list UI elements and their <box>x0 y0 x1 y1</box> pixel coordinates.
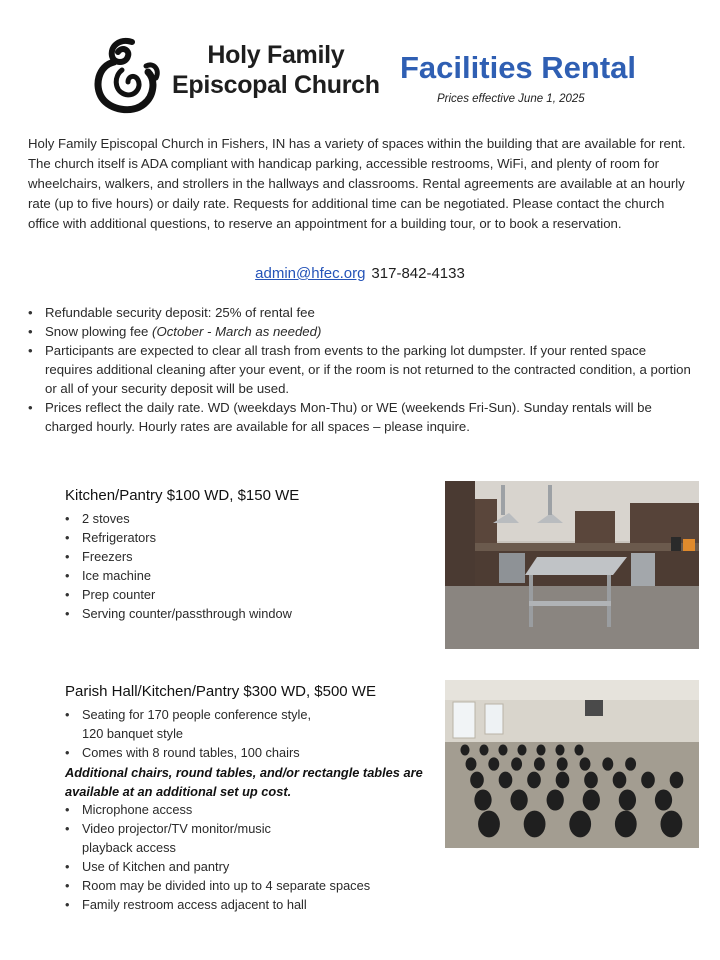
seating-line2: 120 banquet style <box>82 726 184 741</box>
contact-line <box>0 265 720 282</box>
church-name-line1: Holy Family <box>207 41 345 69</box>
policy-item <box>45 322 693 341</box>
policy-item: • Prices reflect the daily rate. WD (weekdays Mon-Thu) or WE (weekends Fri-Sun). Sunday rentals will be charged hourly. Hourly rates are available for all spaces – please inquire. <box>45 398 693 436</box>
church-name <box>172 40 380 100</box>
list-item: • Use of Kitchen and pantry <box>82 857 370 876</box>
kitchen-features-list <box>82 509 292 623</box>
list-item <box>82 705 311 743</box>
seating-line1: • Seating for 170 people conference style, <box>82 707 312 722</box>
video-line2: playback access <box>82 840 176 855</box>
policy-item: • Participants are expected to clear all trash from events to the parking lot dumpster. If your rented space requires additional cleaning after your event, or if the room is not returned to the contracted condition, a portion or all of your security deposit will be used. <box>45 341 693 398</box>
policy-item: • Refundable security deposit: 25% of rental fee <box>45 303 693 322</box>
list-item: • Serving counter/passthrough window <box>82 604 292 623</box>
parish-hall-section-title: Parish Hall/Kitchen/Pantry $300 WD, $500 WE <box>65 683 376 700</box>
snow-fee-label: Snow plowing fee <box>45 324 153 339</box>
page-title: Facilities Rental <box>400 50 637 85</box>
intro-paragraph: Holy Family Episcopal Church in Fishers, IN has a variety of spaces within the building that are available for rent. The church itself is ADA compliant with handicap parking, accessible restrooms, WiFi, and plenty of room for wheelchairs, walkers, and strollers in the hallways and classrooms. Rental agreements are available at an hourly rate (up to five hours) or daily rate. Requests for additional time can be negotiated. Please contact the church office with additional questions, to reserve an appointment for a building tour, or to book a reservation. <box>28 136 686 231</box>
snow-fee-note: (October - March as needed) <box>152 324 322 339</box>
list-item: • Family restroom access adjacent to hall <box>82 895 370 914</box>
list-item: • Room may be divided into up to 4 separate spaces <box>82 876 370 895</box>
list-item: • Refrigerators <box>82 528 292 547</box>
kitchen-section-title: Kitchen/Pantry $100 WD, $150 WE <box>65 487 300 504</box>
list-item: • Microphone access <box>82 800 370 819</box>
parish-hall-amenities-list <box>82 800 370 914</box>
church-name-line2: Episcopal Church <box>172 71 380 99</box>
additional-equipment-note: Additional chairs, round tables, and/or rectangle tables are available at an additional set up cost. <box>65 765 423 799</box>
kitchen-photo <box>445 481 699 649</box>
phone-number: 317-842-4133 <box>371 265 465 282</box>
list-item: • Prep counter <box>82 585 292 604</box>
church-logo-icon <box>92 36 162 116</box>
prices-effective-date: Prices effective June 1, 2025 <box>437 93 585 105</box>
list-item: • Comes with 8 round tables, 100 chairs <box>82 743 311 762</box>
parish-hall-features-list <box>82 705 311 762</box>
list-item: • 2 stoves <box>82 509 292 528</box>
list-item: • Ice machine <box>82 566 292 585</box>
parish-hall-photo <box>445 680 699 848</box>
email-link[interactable]: admin@hfec.org <box>255 265 366 282</box>
video-line1: • Video projector/TV monitor/music <box>82 821 271 836</box>
list-item: • Freezers <box>82 547 292 566</box>
rental-policies-list <box>45 303 693 436</box>
list-item <box>82 819 370 857</box>
